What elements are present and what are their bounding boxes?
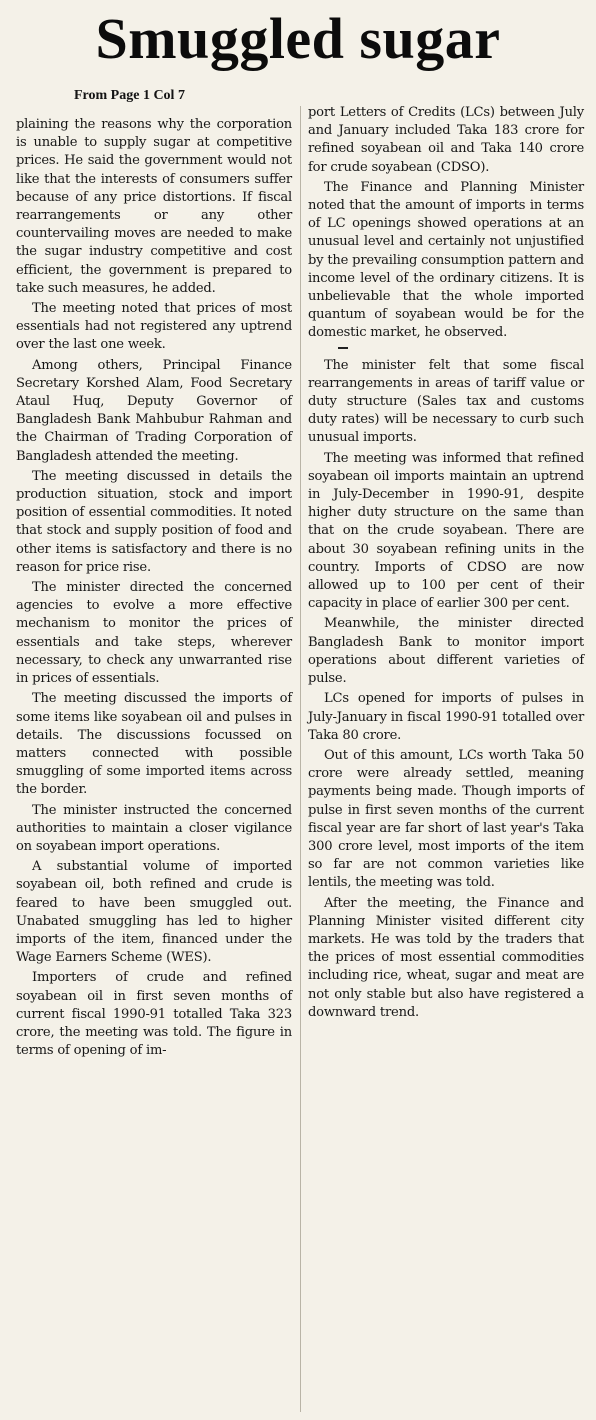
paragraph: Meanwhile, the minister directed Bangladesh Bank to monitor import operations about different varieties of pulse. xyxy=(308,616,584,687)
paragraph: The meeting discussed the imports of some items like soyabean oil and pulses in details. The discussions focussed on matters connected with possible smuggling of some imported items across the border. xyxy=(16,691,292,798)
paragraph: Importers of crude and refined soyabean oil in first seven months of current fiscal 1990-91 totalled Taka 323 crore, the meeting was told. The figure in terms of opening of im- xyxy=(16,970,292,1059)
separator-dash xyxy=(308,345,584,353)
paragraph: plaining the reasons why the corporation is unable to supply sugar at competitive prices. He said the government would not like that the interests of consumers suffer because of any price distortions. If fiscal rearrangements or any other countervailing moves are needed to make the sugar industry competitive and cost efficient, the government is prepared to take such measures, he added. xyxy=(16,117,292,296)
paragraph: Among others, Principal Finance Secretary Korshed Alam, Food Secretary Ataul Huq, Deputy Governor of Bangladesh Bank Mahbubur Rahman and the Chairman of Trading Corporation of Bangladesh attended the meeting. xyxy=(16,357,292,464)
paragraph: LCs opened for imports of pulses in July-January in fiscal 1990-91 totalled over Taka 80 crore. xyxy=(308,691,584,743)
paragraph: The Finance and Planning Minister noted that the amount of imports in terms of LC openings showed operations at an unusual level and certainly not unjustified by the prevailing consumption pattern and income level of the ordinary citizens. It is unbelievable that the whole imported quantum of soyabean would be for the domestic market, he observed. xyxy=(308,179,584,341)
jump-line: From Page 1 Col 7 xyxy=(74,88,185,103)
paragraph: Out of this amount, LCs worth Taka 50 crore were already settled, meaning payments being made. Though imports of pulse in first seven months of the current fiscal year are far short of last year's Taka 300 crore level, most imports of the item so far are not common varieties like lentils, the meeting was told. xyxy=(308,747,584,891)
paragraph: After the meeting, the Finance and Planning Minister visited different city markets. He was told by the traders that the prices of most essential commodities including rice, wheat, sugar and meat are not only stable but also have registered a downward trend. xyxy=(308,895,584,1020)
paragraph: The meeting discussed in details the production situation, stock and import position of essential commodities. It noted that stock and supply position of food and other items is satisfactory and there is no reason for price rise. xyxy=(16,468,292,575)
paragraph: A substantial volume of imported soyabean oil, both refined and crude is feared to have been smuggled out. Unabated smuggling has led to higher imports of the item, financed under the Wage Earners Scheme (WES). xyxy=(16,859,292,966)
column-2 xyxy=(308,104,584,1024)
paragraph: The minister directed the concerned agencies to evolve a more effective mechanism to monitor the prices of essentials and take steps, wherever necessary, to check any unwarranted rise in prices of essentials. xyxy=(16,580,292,687)
column-1 xyxy=(16,116,292,1062)
column-divider xyxy=(300,106,301,1412)
headline: Smuggled sugar xyxy=(95,6,501,71)
paragraph: The meeting was informed that refined soyabean oil imports maintain an uptrend in July-December in 1990-91, despite higher duty structure on the same than that on the crude soyabean. There are about 30 soyabean refining units in the country. Imports of CDSO are now allowed up to 100 per cent of their capacity in place of earlier 300 per cent. xyxy=(308,450,584,612)
paragraph: The minister instructed the concerned authorities to maintain a closer vigilance on soyabean import operations. xyxy=(16,802,292,854)
paragraph: port Letters of Credits (LCs) between July and January included Taka 183 crore for refined soyabean oil and Taka 140 crore for crude soyabean (CDSO). xyxy=(308,105,584,175)
paragraph: The meeting noted that prices of most essentials had not registered any uptrend over the last one week. xyxy=(16,301,292,353)
paragraph: The minister felt that some fiscal rearrangements in areas of tariff value or duty structure (Sales tax and customs duty rates) will be necessary to curb such unusual imports. xyxy=(308,357,584,446)
